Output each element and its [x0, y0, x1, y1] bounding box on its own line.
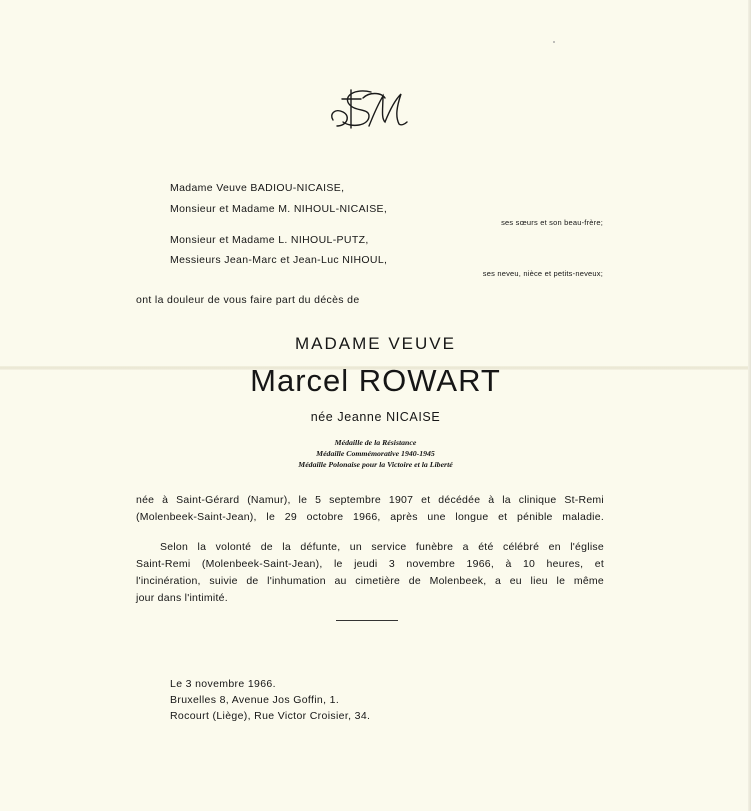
deceased-title: MADAME VEUVE — [295, 334, 456, 353]
footer-address-1: Bruxelles 8, Avenue Jos Goffin, 1. — [170, 694, 340, 706]
family-line-3: Monsieur et Madame L. NIHOUL-PUTZ, — [170, 234, 369, 246]
announcement: ont la douleur de vous faire part du décès de — [136, 294, 360, 306]
footer-address-2: Rocourt (Liège), Rue Victor Croisier, 34. — [170, 710, 371, 722]
relation-sisters: ses sœurs et son beau-frère; — [501, 218, 603, 227]
medal-3: Médaille Polonaise pour la Victoire et la Liberté — [298, 460, 453, 469]
deceased-born-as: née Jeanne NICAISE — [310, 410, 441, 424]
paragraph-line: Selon la volonté de la défunte, un service funèbre a été célébré en l'église — [160, 541, 604, 553]
footer-date: Le 3 novembre 1966. — [170, 678, 276, 690]
paper-speck — [553, 41, 555, 43]
medal-2: Médaille Commémorative 1940-1945 — [316, 449, 435, 458]
paragraph-line: jour dans l'intimité. — [136, 592, 228, 604]
paragraph-birth-death — [136, 492, 604, 526]
relation-nephews: ses neveu, nièce et petits-neveux; — [482, 269, 603, 278]
paragraph-line: Saint-Remi (Molenbeek-Saint-Jean), le jeudi 3 novembre 1966, à 10 heures, et — [136, 558, 604, 570]
family-line-2: Monsieur et Madame M. NIHOUL-NICAISE, — [170, 203, 388, 215]
paragraph-line: (Molenbeek-Saint-Jean), le 29 octobre 1966, après une longue et pénible maladie. — [136, 511, 604, 523]
paragraph-service — [136, 539, 604, 607]
family-line-4: Messieurs Jean-Marc et Jean-Luc NIHOUL, — [170, 254, 388, 266]
family-line-1: Madame Veuve BADIOU-NICAISE, — [170, 182, 345, 194]
divider-rule — [336, 620, 398, 621]
paragraph-line: l'incinération, suivie de l'inhumation au cimetière de Molenbeek, a eu lieu le même — [136, 575, 604, 587]
medal-1: Médaille de la Résistance — [334, 438, 417, 447]
deceased-name: Marcel ROWART — [250, 363, 501, 398]
monogram-cross-initials-icon — [325, 86, 411, 134]
paragraph-line: née à Saint-Gérard (Namur), le 5 septembre 1907 et décédée à la clinique St-Remi — [136, 494, 604, 506]
